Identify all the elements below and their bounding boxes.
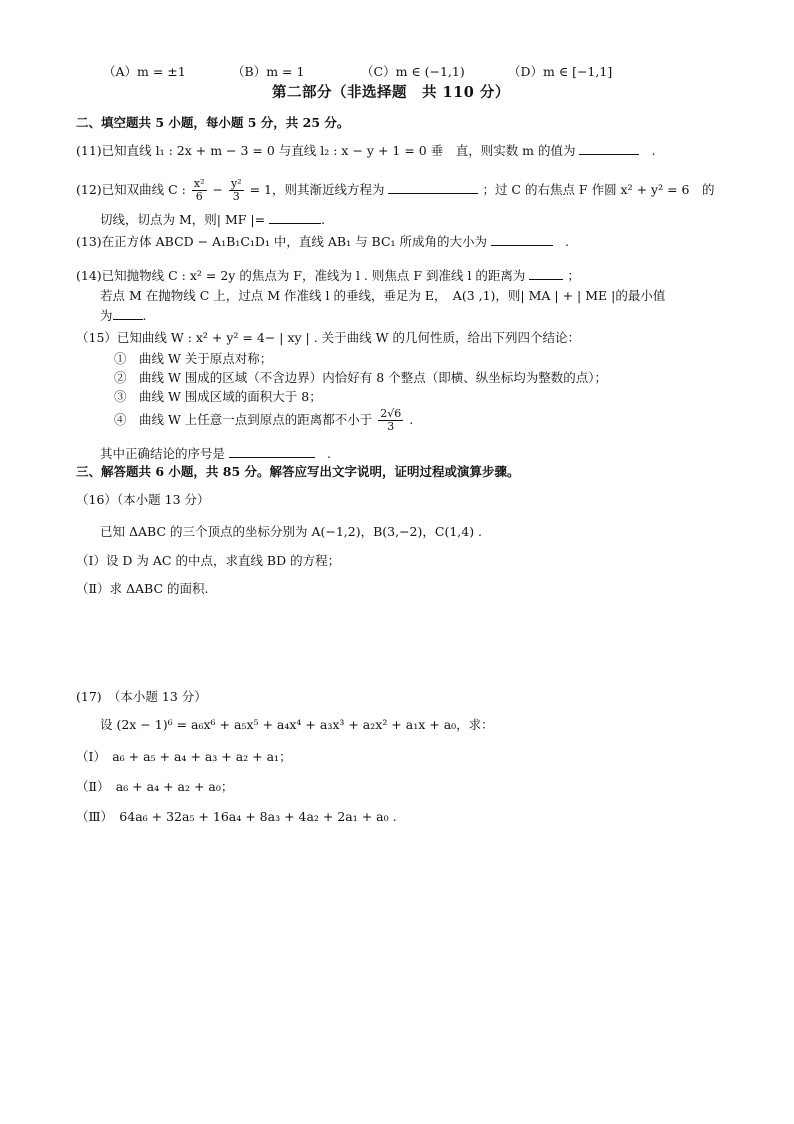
q12-mf-blank — [269, 210, 321, 224]
choice-d-value: m ∈ [−1,1] — [543, 64, 613, 79]
choice-a-value: m = ±1 — [137, 64, 186, 79]
choice-d-label: （D） — [508, 64, 544, 79]
q12-frac1-num: x² — [193, 177, 205, 190]
question-14 — [76, 266, 580, 285]
choice-a — [103, 62, 186, 80]
q17-body: 设 (2x − 1)⁶ = a₆x⁶ + a₅x⁵ + a₄x⁴ + a₃x³ + a₂x² + a₁x + a₀，求： — [100, 717, 494, 732]
section3-heading: 三、解答题共 6 小题，共 85 分。解答应写出文字说明，证明过程或演算步骤。 — [76, 464, 520, 479]
q16-part-1: （Ⅰ）设 D 为 AC 的中点，求直线 BD 的方程； — [76, 553, 341, 568]
question-12-line2: 切线，切点为 M，则| MF |= . — [100, 212, 326, 227]
question-11 — [76, 141, 655, 160]
choice-b-label: （B） — [232, 64, 267, 79]
q11-end: . — [651, 143, 656, 158]
q15-text: （15）已知曲线 W : x² + y² = 4− | xy | . 关于曲线 W 的几何性质，给出下列四个结论： — [76, 330, 580, 345]
q17-part-3: （Ⅲ） 64a₆ + 32a₅ + 16a₄ + 8a₃ + 4a₂ + 2a₁ + a₀ . — [76, 809, 397, 824]
choice-c-value: m ∈ (−1,1) — [395, 64, 465, 79]
q16-body: 已知 ΔABC 的三个顶点的坐标分别为 A(−1,2)，B(3,−2)，C(1,4) . — [100, 524, 483, 539]
q17-header: (17) （本小题 13 分） — [76, 689, 207, 704]
section2-heading: 二、填空题共 5 小题，每小题 5 分，共 25 分。 — [76, 115, 350, 130]
q15-item-3: ③ 曲线 W 围成区域的面积大于 8； — [114, 389, 322, 404]
q12-frac2-den: 3 — [232, 190, 240, 203]
q12-line2: 切线，切点为 M，则| MF |= — [100, 212, 266, 227]
question-12 — [76, 177, 714, 203]
q14-distance-blank — [529, 266, 563, 280]
q15-conclusion-end: . — [326, 446, 331, 461]
choice-c — [361, 62, 465, 80]
q15-item4-fraction — [378, 408, 403, 433]
choice-b-value: m = 1 — [266, 64, 305, 79]
q12-minus: − — [212, 182, 223, 197]
q16-part-2: （Ⅱ）求 ΔABC 的面积. — [76, 581, 209, 596]
q11-answer-blank — [579, 141, 639, 155]
q15-item4-end: . — [409, 412, 414, 427]
question-14-line3: 为 . — [100, 308, 147, 323]
q12-frac1-den: 6 — [195, 190, 203, 203]
q17-part-1: （Ⅰ） a₆ + a₅ + a₄ + a₃ + a₂ + a₁； — [76, 749, 292, 764]
q14-line3: 为 — [100, 308, 113, 323]
q15-item-1: ① 曲线 W 关于原点对称； — [114, 351, 273, 366]
q15-answer-blank — [229, 444, 315, 458]
question-14-line2 — [100, 287, 665, 305]
q12-asymptote-blank — [388, 180, 478, 194]
q12-fraction-y — [229, 178, 244, 203]
choice-a-label: （A） — [103, 64, 138, 79]
choice-c-label: （C） — [361, 64, 396, 79]
q14-min-blank — [113, 306, 143, 320]
q16-header: （16）（本小题 13 分） — [76, 492, 210, 507]
q15-conclusion-text: 其中正确结论的序号是 — [100, 446, 226, 461]
q12-frac2-num: y² — [230, 177, 242, 190]
q15-item4-den: 3 — [387, 420, 395, 433]
q15-conclusion — [100, 444, 331, 463]
q13-answer-blank — [491, 232, 553, 246]
q13-end: . — [564, 234, 569, 249]
q12-fraction-x — [192, 178, 207, 203]
question-13 — [76, 232, 569, 251]
q12-text-b: = 1，则其渐近线方程为 — [249, 182, 385, 197]
q12-text-c: ；过 C 的右焦点 F 作圆 x² + y² = 6 的 — [482, 182, 715, 197]
q14-line2: 若点 M 在抛物线 C 上，过点 M 作准线 l 的垂线，垂足为 E， A(3 ,1)，则| MA | + | ME |的最小值 — [100, 288, 666, 303]
q15-item-2: ② 曲线 W 围成的区域（不含边界）内恰好有 8 个整点（即横、纵坐标均为整数的点）； — [114, 370, 607, 385]
q12-text-a: (12)已知双曲线 C : — [76, 182, 186, 197]
question-15 — [76, 329, 580, 347]
q15-item4-num: 2√6 — [380, 407, 402, 420]
q15-item-4 — [114, 406, 413, 434]
q17-part-2: （Ⅱ） a₆ + a₄ + a₂ + a₀； — [76, 779, 234, 794]
q15-item4-text: ④ 曲线 W 上任意一点到原点的距离都不小于 — [114, 412, 373, 427]
q14-end: ； — [567, 268, 580, 283]
choice-b — [232, 62, 304, 80]
part-title: 第二部分（非选择题 共 110 分） — [272, 84, 510, 101]
q14-text: (14)已知抛物线 C : x² = 2y 的焦点为 F，准线为 l . 则焦点 F 到准线 l 的距离为 — [76, 268, 526, 283]
q13-text: (13)在正方体 ABCD − A₁B₁C₁D₁ 中，直线 AB₁ 与 BC₁ 所成角的大小为 — [76, 234, 488, 249]
q11-text: (11)已知直线 l₁ : 2x + m − 3 = 0 与直线 l₂ : x − y + 1 = 0 垂 直，则实数 m 的值为 — [76, 143, 576, 158]
choice-d — [508, 62, 612, 80]
